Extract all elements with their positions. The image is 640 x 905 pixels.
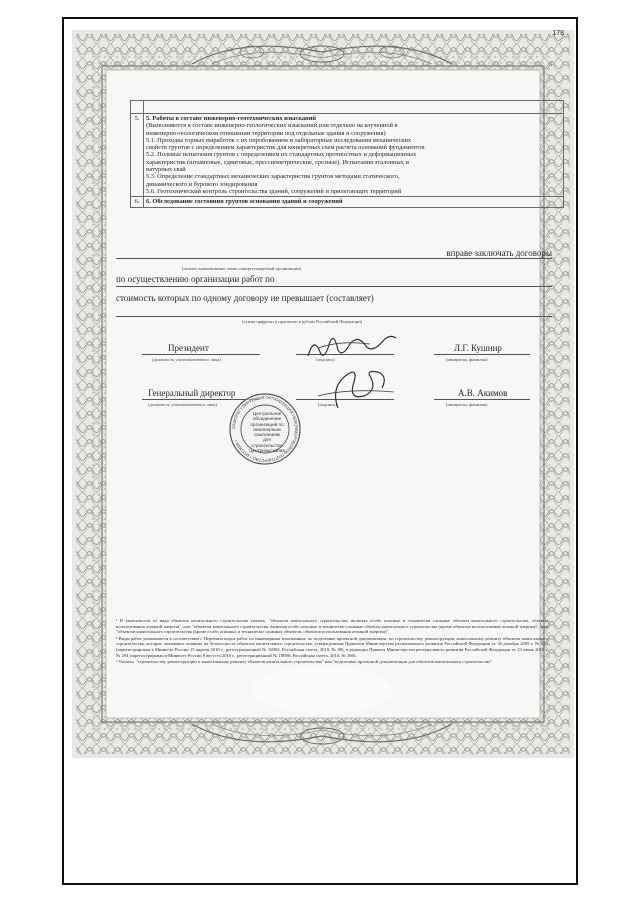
- position-caption: (должность уполномоченного лица): [152, 357, 221, 362]
- row-title: 6. Обследование состояния грунтов основания зданий и сооружений: [144, 197, 564, 207]
- name-line: [434, 399, 530, 400]
- row-line: 5.6. Геотехнический контроль строительства зданий, сооружений и прилегающих территорий: [146, 187, 402, 195]
- row-line: динамического и бурового зондирования: [146, 180, 258, 188]
- row-line: 5.2. Полевые испытания грунтов с определением их стандартных прочностных и деформационных: [146, 151, 417, 159]
- sheet-number: 3: [549, 62, 552, 68]
- org-name-line: [116, 258, 552, 259]
- row-line: свойств грунтов с определением характеристик для конкретных схем расчета оснований фундаментов: [146, 144, 425, 152]
- row-line: инженерно-геологическом отношении территории под отдельные здания и сооружения): [146, 129, 386, 137]
- table-row: [131, 114, 564, 197]
- works-line: [116, 286, 552, 287]
- row-content: [144, 114, 564, 197]
- signature-caption: (подпись): [316, 357, 335, 362]
- table-row: [131, 197, 564, 207]
- row-number: 5.: [131, 114, 144, 197]
- seal-line: изысканиям: [254, 432, 280, 438]
- seal-line: организаций по: [250, 421, 284, 427]
- footnotes: [116, 618, 548, 666]
- org-caption: (полное наименование члена саморегулируемой организации): [182, 266, 302, 271]
- row-number: 6.: [131, 197, 144, 207]
- signatory-position: Генеральный директор: [148, 388, 236, 398]
- signatory-name: А.В. Акимов: [458, 388, 508, 398]
- sum-caption: (сумма цифрами и прописью в рублях Российской Федерации): [242, 319, 363, 324]
- row-line: характеристик (штамповые, сдвиговые, прессиометрические, срезные). Испытания эталонных и: [146, 158, 409, 166]
- footnote: ¹ В зависимости от вида объектов капитального строительства указать: "объектов капитального строительства, включая особо опасные и технически сложные объекты капитального строительства, объекты использования атомной энергии", или "объектов капитального строительства, включая особо опасные и технически сложные объекты капитального строительства (кроме объектов использования атомной энергии)", или "объектов капитального строительства (кроме особо опасных и технически сложных объектов, объектов использования атомной энергии)".: [116, 618, 548, 635]
- row-line: (Выполняются в составе инженерно-геологических изысканий или отдельно на изученной в: [146, 122, 398, 130]
- position-line: [142, 354, 260, 355]
- position-caption: (должность уполномоченного лица): [148, 402, 217, 407]
- seal-line: Центризыскания: [249, 448, 285, 454]
- right-contract-text: вправе заключать договоры: [446, 248, 552, 258]
- signatory-name: Л.Г. Кушнир: [454, 343, 502, 353]
- seal-line: Центральное: [252, 411, 282, 416]
- row-line: натурных свай: [146, 166, 186, 174]
- footnote: ³ Указать: "строительству, реконструкции и капитальному ремонту объектов капитального строительства" или "подготовке проектной документации для объектов капитального строительства".: [116, 659, 494, 665]
- name-caption: (инициалы, фамилия): [446, 357, 488, 362]
- cost-line: [116, 316, 552, 317]
- name-line: [434, 354, 530, 355]
- seal-line: инженерным: [253, 426, 281, 432]
- signature-kushnir: [300, 330, 400, 364]
- seal-ring-text: САМОРЕГУЛИРУЕМАЯ ОРГАНИЗАЦИЯ НЕКОММЕРЧЕСКОЕ ПАРТНЁРСТВО • МОСКВА •: [230, 394, 300, 464]
- name-caption: (инициалы, фамилия): [446, 402, 488, 407]
- signature-caption: (подпись): [318, 402, 337, 407]
- seal-line: объединение: [252, 416, 282, 422]
- seal-line: для строительства: [251, 437, 283, 448]
- cost-line-text: стоимость которых по одному договору не превышает (составляет): [116, 293, 374, 303]
- row-title: 5. Работы в составе инженерно-геотехнических изысканий: [146, 115, 317, 122]
- footnote: ² Виды работ указываются в соответствии с Перечнем видов работ по инженерным изысканиям, по подготовке проектной документации, по строительству, реконструкции, капитальному ремонту объектов капитального строительства, которые оказывают влияние на безопасность объектов капитального строительства, утвержденным Приказом Министерства регионального развития Российской Федерации от 30 декабря 2009 г. № 624 (зарегистрирован в Минюсте России 15 апреля 2010 г., регистрационный № 16902; Российская газета, 2010, № 88), в редакции Приказа Министерства регионального развития Российской Федерации от 23 июня 2010 г. № 294 (зарегистрирован в Минюсте России 9 августа 2010 г., регистрационный № 18086; Российская газета, 2010, № 180).: [116, 635, 548, 658]
- works-line-text: по осуществлению организации работ по: [116, 274, 275, 284]
- row-line: 5.1. Проходка горных выработок с их опробованием и лабораторные исследования механических: [146, 136, 412, 144]
- signature-akimov: [308, 366, 398, 412]
- page-number: 178: [552, 30, 564, 37]
- table-row: [131, 101, 564, 114]
- certificate-sheet: [72, 30, 574, 758]
- seal-inner-text: [248, 411, 286, 453]
- works-table: [130, 100, 564, 208]
- signatory-position: Президент: [168, 343, 209, 353]
- row-line: 5.3. Определение стандартных механических характеристик грунтов методами статического,: [146, 173, 400, 181]
